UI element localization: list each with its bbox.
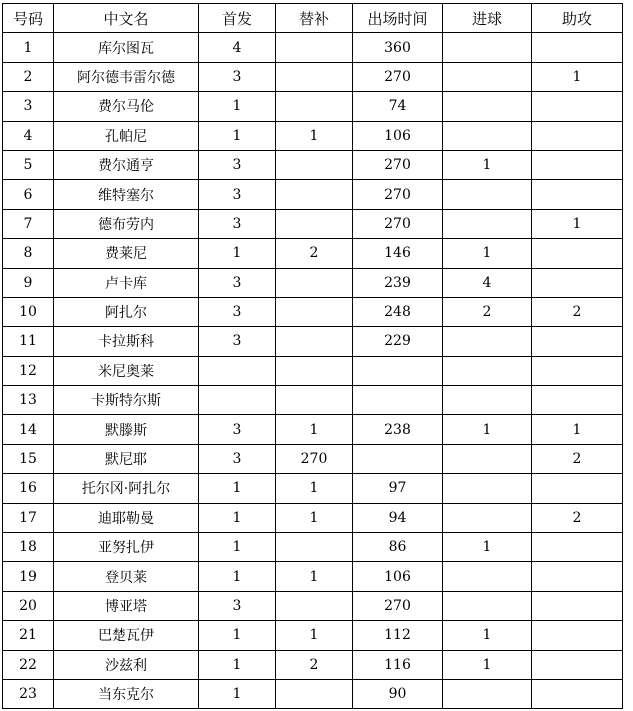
cell-minutes-played: 146 xyxy=(353,239,443,268)
cell-assists xyxy=(532,386,623,415)
cell-goals: 1 xyxy=(443,533,532,562)
cell-chinese-name: 默滕斯 xyxy=(54,415,199,444)
cell-starts: 3 xyxy=(199,150,276,179)
table-header-row xyxy=(3,4,623,33)
cell-chinese-name: 卡拉斯科 xyxy=(54,327,199,356)
table-row xyxy=(3,562,623,591)
header-starts: 首发 xyxy=(199,4,276,33)
cell-starts: 1 xyxy=(199,503,276,532)
cell-substitute xyxy=(276,297,353,326)
cell-substitute xyxy=(276,327,353,356)
cell-starts: 1 xyxy=(199,562,276,591)
cell-assists xyxy=(532,180,623,209)
cell-assists xyxy=(532,591,623,620)
cell-starts: 1 xyxy=(199,533,276,562)
cell-number: 6 xyxy=(3,180,54,209)
header-substitute: 替补 xyxy=(276,4,353,33)
cell-minutes-played: 270 xyxy=(353,180,443,209)
cell-substitute: 1 xyxy=(276,503,353,532)
cell-minutes-played: 270 xyxy=(353,209,443,238)
cell-substitute xyxy=(276,356,353,385)
cell-substitute xyxy=(276,33,353,62)
cell-substitute xyxy=(276,209,353,238)
table-row xyxy=(3,474,623,503)
cell-chinese-name: 卡斯特尔斯 xyxy=(54,386,199,415)
table-row xyxy=(3,533,623,562)
cell-starts: 3 xyxy=(199,591,276,620)
cell-chinese-name: 阿扎尔 xyxy=(54,297,199,326)
cell-goals xyxy=(443,444,532,473)
cell-chinese-name: 阿尔德韦雷尔德 xyxy=(54,62,199,91)
cell-goals xyxy=(443,562,532,591)
table-row xyxy=(3,268,623,297)
table-row xyxy=(3,591,623,620)
table-row xyxy=(3,503,623,532)
cell-minutes-played: 270 xyxy=(353,150,443,179)
cell-goals xyxy=(443,503,532,532)
cell-substitute: 1 xyxy=(276,121,353,150)
cell-assists xyxy=(532,621,623,650)
cell-number: 1 xyxy=(3,33,54,62)
table-row xyxy=(3,209,623,238)
cell-goals: 1 xyxy=(443,650,532,679)
cell-starts: 1 xyxy=(199,474,276,503)
cell-number: 10 xyxy=(3,297,54,326)
table-row xyxy=(3,180,623,209)
cell-minutes-played xyxy=(353,356,443,385)
table-row xyxy=(3,621,623,650)
cell-number: 16 xyxy=(3,474,54,503)
cell-minutes-played: 360 xyxy=(353,33,443,62)
cell-chinese-name: 亚努扎伊 xyxy=(54,533,199,562)
cell-goals: 2 xyxy=(443,297,532,326)
cell-chinese-name: 费莱尼 xyxy=(54,239,199,268)
header-assists: 助攻 xyxy=(532,4,623,33)
cell-starts: 3 xyxy=(199,415,276,444)
cell-number: 4 xyxy=(3,121,54,150)
cell-starts: 1 xyxy=(199,650,276,679)
cell-goals xyxy=(443,386,532,415)
cell-goals xyxy=(443,209,532,238)
cell-minutes-played: 86 xyxy=(353,533,443,562)
cell-goals: 1 xyxy=(443,150,532,179)
cell-goals: 1 xyxy=(443,239,532,268)
cell-goals xyxy=(443,121,532,150)
cell-substitute xyxy=(276,92,353,121)
cell-number: 13 xyxy=(3,386,54,415)
cell-assists xyxy=(532,356,623,385)
cell-number: 2 xyxy=(3,62,54,91)
cell-number: 19 xyxy=(3,562,54,591)
cell-chinese-name: 登贝莱 xyxy=(54,562,199,591)
cell-goals: 4 xyxy=(443,268,532,297)
table-row xyxy=(3,356,623,385)
table-row xyxy=(3,62,623,91)
table-row xyxy=(3,444,623,473)
cell-starts: 3 xyxy=(199,62,276,91)
cell-assists xyxy=(532,562,623,591)
cell-substitute: 1 xyxy=(276,474,353,503)
cell-starts: 1 xyxy=(199,121,276,150)
cell-starts: 3 xyxy=(199,268,276,297)
cell-goals xyxy=(443,474,532,503)
cell-number: 12 xyxy=(3,356,54,385)
cell-goals: 1 xyxy=(443,621,532,650)
cell-chinese-name: 孔帕尼 xyxy=(54,121,199,150)
cell-minutes-played: 248 xyxy=(353,297,443,326)
cell-substitute: 1 xyxy=(276,562,353,591)
cell-assists xyxy=(532,239,623,268)
cell-minutes-played: 238 xyxy=(353,415,443,444)
cell-substitute: 1 xyxy=(276,621,353,650)
cell-number: 20 xyxy=(3,591,54,620)
cell-number: 11 xyxy=(3,327,54,356)
cell-goals xyxy=(443,591,532,620)
cell-starts: 1 xyxy=(199,621,276,650)
cell-substitute xyxy=(276,591,353,620)
cell-minutes-played xyxy=(353,386,443,415)
table-row xyxy=(3,386,623,415)
cell-chinese-name: 卢卡库 xyxy=(54,268,199,297)
header-number: 号码 xyxy=(3,4,54,33)
cell-chinese-name: 维特塞尔 xyxy=(54,180,199,209)
cell-chinese-name: 费尔马伦 xyxy=(54,92,199,121)
table-row xyxy=(3,415,623,444)
cell-chinese-name: 博亚塔 xyxy=(54,591,199,620)
cell-chinese-name: 沙兹利 xyxy=(54,650,199,679)
cell-assists xyxy=(532,92,623,121)
cell-starts: 1 xyxy=(199,679,276,708)
cell-number: 22 xyxy=(3,650,54,679)
cell-minutes-played: 229 xyxy=(353,327,443,356)
cell-goals: 1 xyxy=(443,415,532,444)
cell-starts xyxy=(199,386,276,415)
cell-goals xyxy=(443,92,532,121)
cell-starts: 3 xyxy=(199,297,276,326)
cell-minutes-played: 90 xyxy=(353,679,443,708)
cell-chinese-name: 库尔图瓦 xyxy=(54,33,199,62)
cell-number: 9 xyxy=(3,268,54,297)
cell-number: 15 xyxy=(3,444,54,473)
cell-starts: 3 xyxy=(199,180,276,209)
cell-number: 7 xyxy=(3,209,54,238)
cell-substitute: 1 xyxy=(276,415,353,444)
cell-starts: 3 xyxy=(199,327,276,356)
cell-substitute: 2 xyxy=(276,650,353,679)
cell-substitute: 2 xyxy=(276,239,353,268)
cell-goals xyxy=(443,33,532,62)
cell-chinese-name: 巴楚瓦伊 xyxy=(54,621,199,650)
cell-number: 8 xyxy=(3,239,54,268)
cell-chinese-name: 德布劳内 xyxy=(54,209,199,238)
cell-minutes-played: 106 xyxy=(353,121,443,150)
cell-minutes-played: 116 xyxy=(353,650,443,679)
cell-chinese-name: 当东克尔 xyxy=(54,679,199,708)
cell-substitute xyxy=(276,268,353,297)
cell-assists xyxy=(532,533,623,562)
table-row xyxy=(3,150,623,179)
cell-goals xyxy=(443,327,532,356)
cell-goals xyxy=(443,62,532,91)
cell-substitute xyxy=(276,62,353,91)
cell-assists xyxy=(532,268,623,297)
cell-minutes-played: 270 xyxy=(353,62,443,91)
header-minutes-played: 出场时间 xyxy=(353,4,443,33)
cell-starts xyxy=(199,356,276,385)
cell-goals xyxy=(443,356,532,385)
table-row xyxy=(3,121,623,150)
header-goals: 进球 xyxy=(443,4,532,33)
table-row xyxy=(3,327,623,356)
cell-goals xyxy=(443,180,532,209)
table-body xyxy=(3,33,623,709)
cell-number: 14 xyxy=(3,415,54,444)
cell-minutes-played: 106 xyxy=(353,562,443,591)
cell-assists: 2 xyxy=(532,297,623,326)
cell-assists xyxy=(532,327,623,356)
table-row xyxy=(3,297,623,326)
cell-number: 17 xyxy=(3,503,54,532)
cell-chinese-name: 米尼奥莱 xyxy=(54,356,199,385)
cell-number: 23 xyxy=(3,679,54,708)
cell-assists: 2 xyxy=(532,444,623,473)
cell-starts: 3 xyxy=(199,444,276,473)
cell-assists xyxy=(532,679,623,708)
cell-minutes-played: 74 xyxy=(353,92,443,121)
cell-assists xyxy=(532,150,623,179)
cell-chinese-name: 默尼耶 xyxy=(54,444,199,473)
cell-assists xyxy=(532,33,623,62)
cell-minutes-played: 94 xyxy=(353,503,443,532)
header-chinese-name: 中文名 xyxy=(54,4,199,33)
cell-assists xyxy=(532,650,623,679)
cell-starts: 1 xyxy=(199,92,276,121)
cell-starts: 1 xyxy=(199,239,276,268)
cell-number: 3 xyxy=(3,92,54,121)
cell-substitute xyxy=(276,386,353,415)
cell-substitute xyxy=(276,679,353,708)
cell-minutes-played: 239 xyxy=(353,268,443,297)
cell-minutes-played: 270 xyxy=(353,591,443,620)
table-row xyxy=(3,239,623,268)
cell-assists: 1 xyxy=(532,209,623,238)
cell-substitute xyxy=(276,180,353,209)
cell-substitute: 270 xyxy=(276,444,353,473)
cell-minutes-played: 97 xyxy=(353,474,443,503)
cell-starts: 3 xyxy=(199,209,276,238)
cell-starts: 4 xyxy=(199,33,276,62)
cell-chinese-name: 迪耶勒曼 xyxy=(54,503,199,532)
cell-assists: 1 xyxy=(532,415,623,444)
cell-assists xyxy=(532,121,623,150)
cell-goals xyxy=(443,679,532,708)
cell-minutes-played: 112 xyxy=(353,621,443,650)
cell-minutes-played xyxy=(353,444,443,473)
cell-assists xyxy=(532,474,623,503)
player-stats-table xyxy=(2,3,623,709)
cell-substitute xyxy=(276,533,353,562)
cell-substitute xyxy=(276,150,353,179)
table-row xyxy=(3,33,623,62)
cell-number: 18 xyxy=(3,533,54,562)
cell-chinese-name: 费尔通亨 xyxy=(54,150,199,179)
cell-assists: 1 xyxy=(532,62,623,91)
table-row xyxy=(3,92,623,121)
cell-number: 5 xyxy=(3,150,54,179)
table-row xyxy=(3,679,623,708)
table-row xyxy=(3,650,623,679)
cell-chinese-name: 托尔冈·阿扎尔 xyxy=(54,474,199,503)
cell-assists: 2 xyxy=(532,503,623,532)
cell-number: 21 xyxy=(3,621,54,650)
